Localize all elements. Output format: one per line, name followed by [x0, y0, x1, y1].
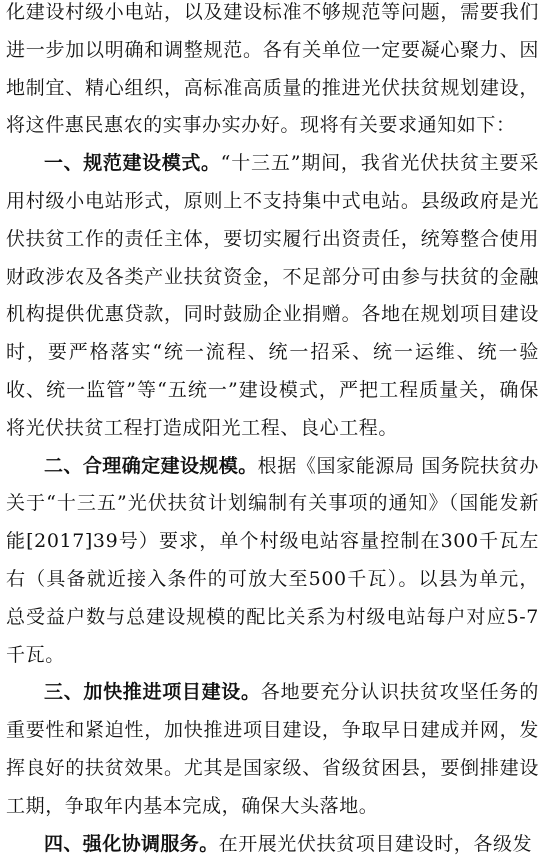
section-1-paragraph	[6, 145, 539, 447]
section-3-body: 各地要充分认识扶贫攻坚任务的重要性和紧迫性，加快推进项目建设，争取早日建成并网，发挥良好的扶贫效果。尤其是国家级、省级贫困县，要倒排建设工期，争取年内基本完成，确保大头落地。	[6, 681, 539, 817]
section-4-heading: 四、强化协调服务。	[44, 832, 219, 855]
section-1-heading: 一、规范建设模式。	[44, 152, 221, 175]
section-2-heading: 二、合理确定建设规模。	[44, 454, 258, 477]
section-4-body: 在开展光伏扶贫项目建设时，各级发	[218, 832, 533, 855]
section-3-heading: 三、加快推进项目建设。	[44, 681, 261, 704]
intro-paragraph	[6, 0, 539, 145]
section-3-paragraph	[6, 674, 539, 825]
section-4-paragraph	[6, 826, 539, 863]
section-2-paragraph	[6, 448, 539, 675]
section-1-body: “十三五”期间，我省光伏扶贫主要采用村级小电站形式，原则上不支持集中式电站。县级政府是光伏扶贫工作的责任主体，要切实履行出资责任，统筹整合使用财政涉农及各类产业扶贫资金，不足部分可由参与扶贫的金融机构提供优惠贷款，同时鼓励企业捐赠。各地在规划项目建设时，要严格落实“统一流程、统一招采、统一运维、统一验收、统一监管”等“五统一”建设模式，严把工程质量关，确保将光伏扶贫工程打造成阳光工程、良心工程。	[6, 152, 539, 439]
section-2-body: 根据《国家能源局 国务院扶贫办关于“十三五”光伏扶贫计划编制有关事项的通知》（国能发新能[2017]39号）要求，单个村级电站容量控制在300千瓦左右（具备就近接入条件的可放大至500千瓦）。以县为单元，总受益户数与总建设规模的配比关系为村级电站每户对应5-7千瓦。	[6, 454, 540, 666]
intro-text: 化建设村级小电站，以及建设标准不够规范等问题，需要我们进一步加以明确和调整规范。各有关单位一定要凝心聚力、因地制宜、精心组织，高标准高质量的推进光伏扶贫规划建设，将这件惠民惠农的实事办实办好。现将有关要求通知如下：	[6, 1, 539, 137]
